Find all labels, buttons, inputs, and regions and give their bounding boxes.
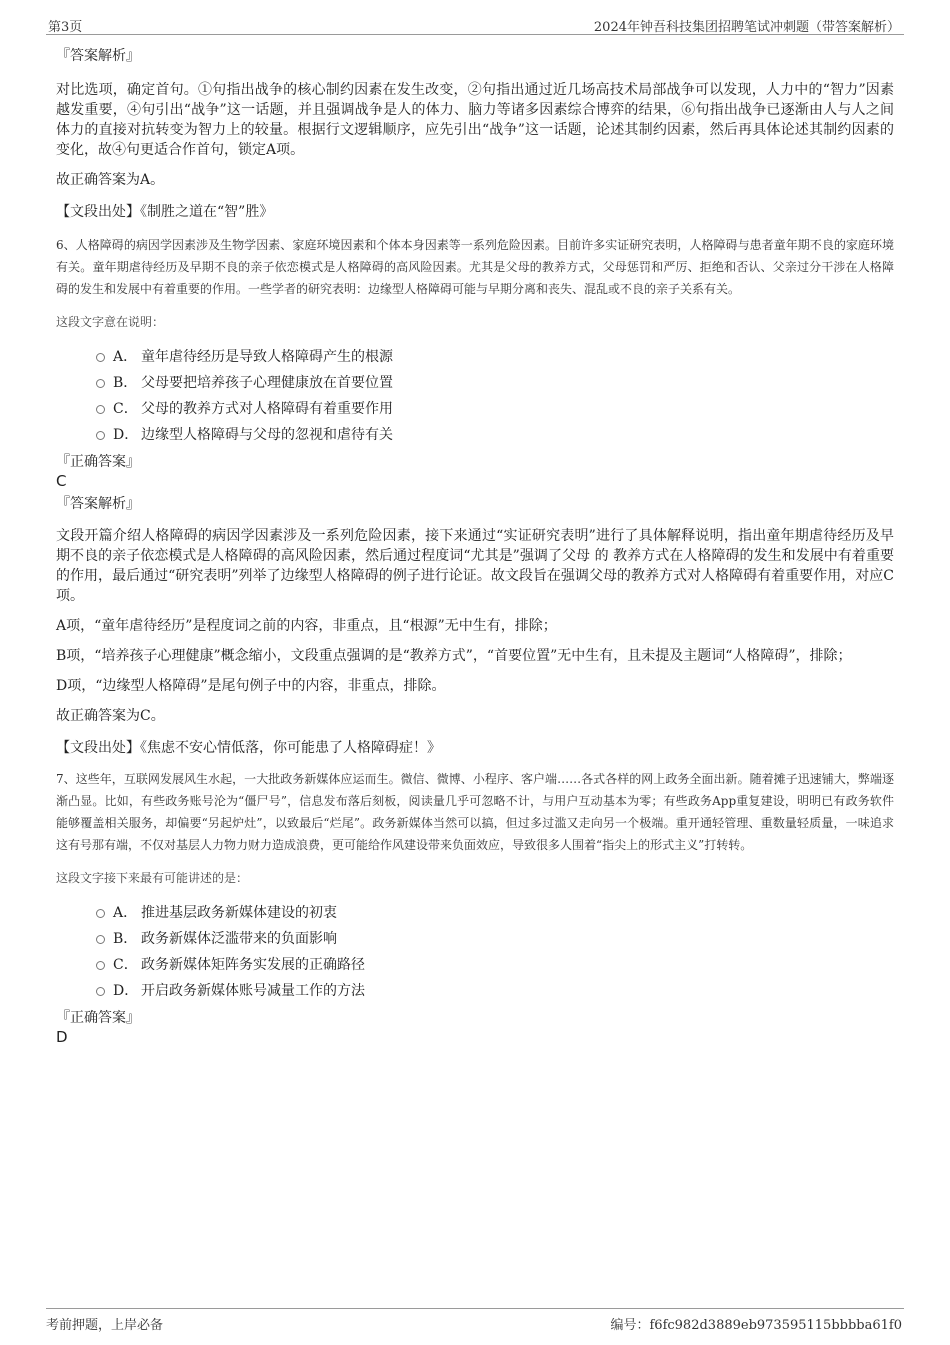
q5-conclusion: 故正确答案为A。 xyxy=(56,172,165,188)
document-title: 2024年钟吾科技集团招聘笔试冲刺题（带答案解析） xyxy=(593,20,900,35)
page-footer xyxy=(46,1308,904,1331)
q5-analysis-label: 『答案解析』 xyxy=(56,48,140,64)
q7-options xyxy=(96,900,894,1004)
q6-option-b[interactable]: B． 父母要把培养孩子心理健康放在首要位置 xyxy=(96,370,894,396)
q7-answer: D xyxy=(56,1028,68,1046)
page-header xyxy=(46,14,904,35)
radio-icon[interactable] xyxy=(96,353,105,362)
q5-analysis-text: 对比选项，确定首句。①句指出战争的核心制约因素在发生改变，②句指出通过近几场高技术局部战争可以发现，人力中的“智力”因素越发重要，④句引出“战争”这一话题，并且强调战争是人的体力、脑力等诸多因素综合博弈的结果，⑥句指出战争已逐渐由人与人之间体力的直接对抗转变为智力上的较量。根据行文逻辑顺序，应先引出“战争”这一话题，论述其制约因素，然后再具体论述其制约因素的变化，故④句更适合作首句，锁定A项。 xyxy=(56,82,894,158)
footer-slogan: 考前押题，上岸必备 xyxy=(46,1318,164,1333)
q7-prompt: 这段文字接下来最有可能讲述的是： xyxy=(56,871,249,885)
q7-option-b[interactable]: B． 政务新媒体泛滥带来的负面影响 xyxy=(96,926,894,952)
q6-option-c[interactable]: C． 父母的教养方式对人格障碍有着重要作用 xyxy=(96,396,894,422)
q6-source: 【文段出处】《焦虑不安心情低落，你可能患了人格障碍症！》 xyxy=(56,740,441,756)
document-id: 编号：f6fc982d3889eb973595115bbbba61f0 xyxy=(610,1318,902,1333)
q6-analysis-main: 文段开篇介绍人格障碍的病因学因素涉及一系列危险因素，接下来通过“实证研究表明”进行了具体解释说明，指出童年期虐待经历及早期不良的亲子依恋模式是人格障碍的高风险因素，然后通过程度词“尤其是”强调了父母 的 教养方式在人格障碍的发生和发展中有着重要的作用，最后通过“研究表明”列举了边缘型人格障碍的例子进行论证。故文段旨在强调父母的教养方式对人格障碍有着重要作用，对应C项。 xyxy=(56,528,894,604)
radio-icon[interactable] xyxy=(96,379,105,388)
q6-answer-label: 『正确答案』 xyxy=(56,454,140,470)
q7-option-c[interactable]: C． 政务新媒体矩阵务实发展的正确路径 xyxy=(96,952,894,978)
q7-question: 7、这些年，互联网发展风生水起，一大批政务新媒体应运而生。微信、微博、小程序、客户端……各式各样的网上政务全面出新。随着摊子迅速铺大，弊端逐渐凸显。比如，有些政务账号沦为“僵尸号”，信息发布落后刻板，阅读量几乎可忽略不计，与用户互动基本为零；有些政务App重复建设，明明已有政务软件能够覆盖相关服务，却偏要“另起炉灶”，以致最后“烂尾”。政务新媒体当然可以搞，但过多过滥又走向另一个极端。重开通轻管理、重数量轻质量，一味追求这有号那有端，不仅对基层人力物力财力造成浪费，更可能给作风建设带来负面效应，导致很多人围着“指尖上的形式主义”打转转。 xyxy=(56,772,894,852)
q6-option-a[interactable]: A． 童年虐待经历是导致人格障碍产生的根源 xyxy=(96,344,894,370)
q6-prompt: 这段文字意在说明： xyxy=(56,315,165,329)
q6-answer: C xyxy=(56,472,67,490)
q5-source: 【文段出处】《制胜之道在“智”胜》 xyxy=(56,204,274,220)
q6-question: 6、人格障碍的病因学因素涉及生物学因素、家庭环境因素和个体本身因素等一系列危险因素。目前许多实证研究表明，人格障碍与患者童年期不良的家庭环境有关。童年期虐待经历及早期不良的亲子依恋模式是人格障碍的高风险因素。尤其是父母的教养方式，父母惩罚和严厉、拒绝和否认、父亲过分干涉在人格障碍的发生和发展中有着重要的作用。一些学者的研究表明：边缘型人格障碍可能与早期分离和丧失、混乱或不良的亲子关系有关。 xyxy=(56,238,894,296)
radio-icon[interactable] xyxy=(96,987,105,996)
q6-analysis-label: 『答案解析』 xyxy=(56,496,140,512)
q6-analysis-b: B项，“培养孩子心理健康”概念缩小，文段重点强调的是“教养方式”，“首要位置”无中生有，且未提及主题词“人格障碍”，排除； xyxy=(56,648,852,664)
q6-options xyxy=(96,344,894,448)
q6-analysis-d: D项，“边缘型人格障碍”是尾句例子中的内容，非重点，排除。 xyxy=(56,678,446,694)
radio-icon[interactable] xyxy=(96,909,105,918)
page-number: 第3页 xyxy=(48,20,83,35)
q6-analysis-a: A项，“童年虐待经历”是程度词之前的内容，非重点，且“根源”无中生有，排除； xyxy=(56,618,557,634)
q7-option-d[interactable]: D． 开启政务新媒体账号减量工作的方法 xyxy=(96,978,894,1004)
radio-icon[interactable] xyxy=(96,405,105,414)
radio-icon[interactable] xyxy=(96,961,105,970)
radio-icon[interactable] xyxy=(96,431,105,440)
page-content xyxy=(56,46,894,1046)
radio-icon[interactable] xyxy=(96,935,105,944)
q6-conclusion: 故正确答案为C。 xyxy=(56,708,165,724)
q6-option-d[interactable]: D． 边缘型人格障碍与父母的忽视和虐待有关 xyxy=(96,422,894,448)
q7-answer-label: 『正确答案』 xyxy=(56,1010,140,1026)
q7-option-a[interactable]: A． 推进基层政务新媒体建设的初衷 xyxy=(96,900,894,926)
